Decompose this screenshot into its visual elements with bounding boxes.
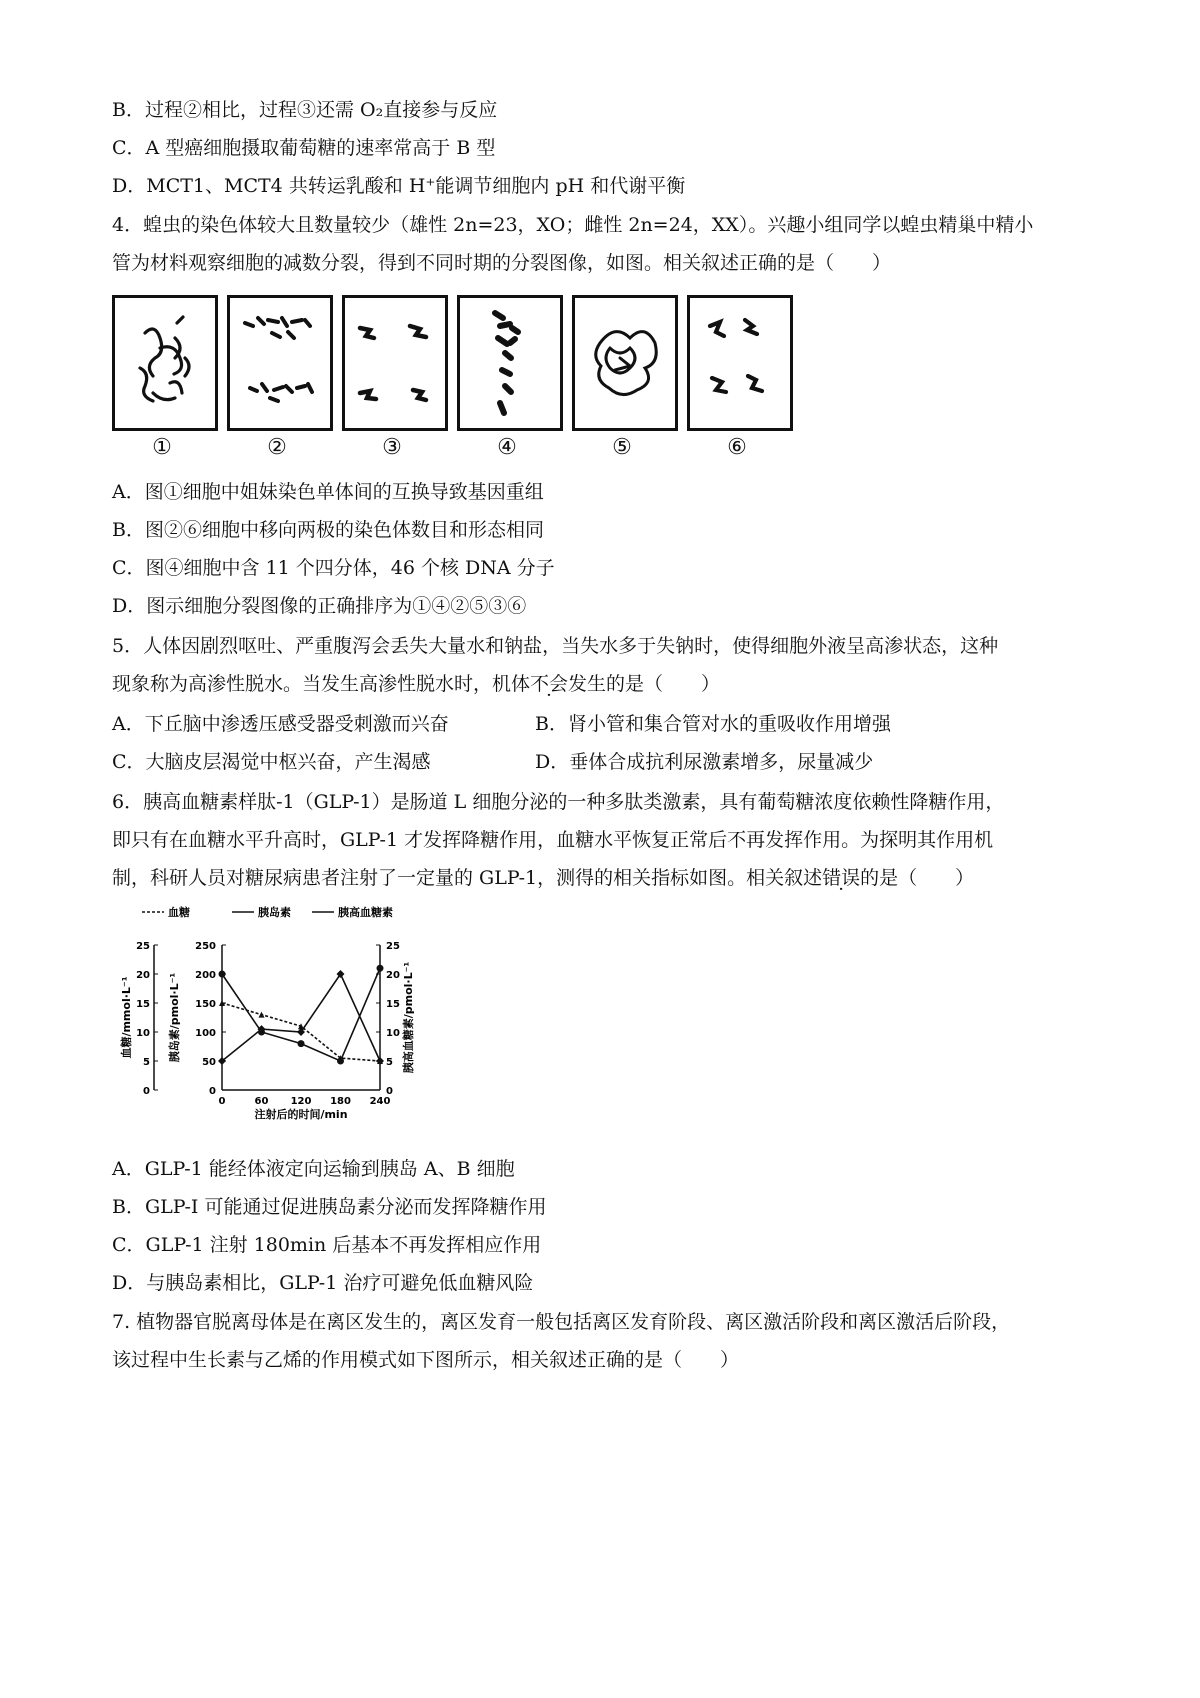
tick-right: 10 [386,1028,400,1039]
cell-label-1: ① [152,435,172,460]
q6-stem-part1: 制，科研人员对糖尿病患者注射了一定量的 GLP-1，测得的相关指标如图。相关叙述 [112,867,823,889]
y-label-right: 胰高血糖素/pmol·L⁻¹ [402,961,415,1074]
cell-image-5 [572,295,678,431]
q3-option-c: C．A 型癌细胞摄取葡萄糖的速率常高于 B 型 [112,137,496,159]
tick-left-outer: 0 [143,1086,150,1097]
tick-left-inner: 250 [195,941,216,952]
tick-left-outer: 5 [143,1057,150,1068]
q4-option-d: D．图示细胞分裂图像的正确排序为①④②⑤③⑥ [112,595,527,617]
cell-label-3: ③ [382,435,402,460]
meiosis-cell-figure [112,295,792,465]
q5-option-d: D．垂体合成抗利尿激素增多，尿量减少 [535,751,874,773]
q4-option-c: C．图④细胞中含 11 个四分体，46 个核 DNA 分子 [112,557,555,579]
legend-label-2: 胰岛素 [258,906,291,919]
glp1-line-chart [112,900,452,1120]
q5-emphasis: 不会 [530,673,569,695]
tick-left-outer: 20 [136,970,150,981]
series-line-2 [222,974,380,1061]
q6-option-b: B．GLP-I 可能通过促进胰岛素分泌而发挥降糖作用 [112,1196,547,1218]
tick-left-outer: 15 [136,999,150,1010]
cell-image-6 [687,295,793,431]
q6-stem-part2: 的是（ ） [860,867,975,889]
q5-stem-line2 [112,671,720,697]
cell-label-4: ④ [497,435,517,460]
tick-right: 15 [386,999,400,1010]
q6-stem-line3 [112,865,974,891]
legend-label-3: 胰高血糖素 [338,906,393,919]
q3-option-b: B．过程②相比，过程③还需 O₂直接参与反应 [112,99,498,121]
cell-label-5: ⑤ [612,435,632,460]
q4-option-a: A．图①细胞中姐妹染色单体间的互换导致基因重组 [112,481,544,503]
tick-x: 0 [218,1096,226,1107]
cell-image-3 [342,295,448,431]
cell-image-1 [112,295,218,431]
y-label-outer: 血糖/mmol·L⁻¹ [120,976,133,1059]
point-series-3 [337,1058,344,1065]
q6-stem-line2: 即只有在血糖水平升高时，GLP-1 才发挥降糖作用，血糖水平恢复正常后不再发挥作用。为探明其作用机 [112,829,994,851]
q4-stem-line1: 4．蝗虫的染色体较大且数量较少（雄性 2n=23，XO；雌性 2n=24，XX）。兴趣小组同学以蝗虫精巢中精小 [112,214,1034,236]
point-series-1 [259,1012,265,1018]
q6-emphasis: 错误 [822,867,861,889]
tick-x: 180 [330,1096,351,1107]
q7-stem-line1: 7. 植物器官脱离母体是在离区发生的，离区发育一般包括离区发育阶段、离区激活阶段和离区激活后阶段， [112,1311,1011,1333]
q6-option-d: D．与胰岛素相比，GLP-1 治疗可避免低血糖风险 [112,1272,534,1294]
cell-image-4 [457,295,563,431]
cell-label-2: ② [267,435,287,460]
tick-right: 20 [386,970,400,981]
tick-left-outer: 25 [136,941,150,952]
legend-label-1: 血糖 [168,906,190,919]
point-series-3 [219,971,226,978]
cell-label-6: ⑥ [727,435,747,460]
tick-left-inner: 200 [195,970,216,981]
q5-option-a: A．下丘脑中渗透压感受器受刺激而兴奋 [112,713,449,735]
tick-right: 25 [386,941,400,952]
tick-x: 240 [369,1096,391,1107]
cell-image-2 [227,295,333,431]
tick-x: 60 [254,1096,269,1107]
q6-option-a: A．GLP-1 能经体液定向运输到胰岛 A、B 细胞 [112,1158,515,1180]
tick-right: 0 [386,1086,393,1097]
q5-stem-part2: 发生的是（ ） [568,673,721,695]
q3-option-d: D．MCT1、MCT4 共转运乳酸和 H⁺能调节细胞内 pH 和代谢平衡 [112,175,686,197]
q4-option-b: B．图②⑥细胞中移向两极的染色体数目和形态相同 [112,519,544,541]
q7-stem-line2: 该过程中生长素与乙烯的作用模式如下图所示，相关叙述正确的是（ ） [112,1349,740,1371]
y-label-inner: 胰岛素/pmol·L⁻¹ [168,972,181,1063]
q6-stem-line1: 6．胰高血糖素样肽-1（GLP-1）是肠道 L 细胞分泌的一种多肽类激素，具有葡萄糖浓度依赖性降糖作用， [112,791,1005,813]
q4-stem-line2: 管为材料观察细胞的减数分裂，得到不同时期的分裂图像，如图。相关叙述正确的是（ ） [112,252,892,274]
q5-option-b: B．肾小管和集合管对水的重吸收作用增强 [535,713,891,735]
tick-left-inner: 150 [195,999,216,1010]
q6-option-c: C．GLP-1 注射 180min 后基本不再发挥相应作用 [112,1234,542,1256]
point-series-3 [258,1029,265,1036]
tick-left-outer: 10 [136,1028,150,1039]
q5-stem-line1: 5．人体因剧烈呕吐、严重腹泻会丢失大量水和钠盐，当失水多于失钠时，使得细胞外液呈高渗状态，这种 [112,635,999,657]
tick-left-inner: 50 [202,1057,216,1068]
x-axis-label: 注射后的时间/min [254,1108,348,1120]
point-series-3 [377,965,384,972]
q5-option-c: C．大脑皮层渴觉中枢兴奋，产生渴感 [112,751,431,773]
tick-x: 120 [290,1096,312,1107]
tick-right: 5 [386,1057,393,1068]
tick-left-inner: 100 [195,1028,216,1039]
tick-left-inner: 0 [209,1086,216,1097]
q5-stem-part1: 现象称为高渗性脱水。当发生高渗性脱水时，机体 [112,673,531,695]
point-series-3 [298,1040,305,1047]
